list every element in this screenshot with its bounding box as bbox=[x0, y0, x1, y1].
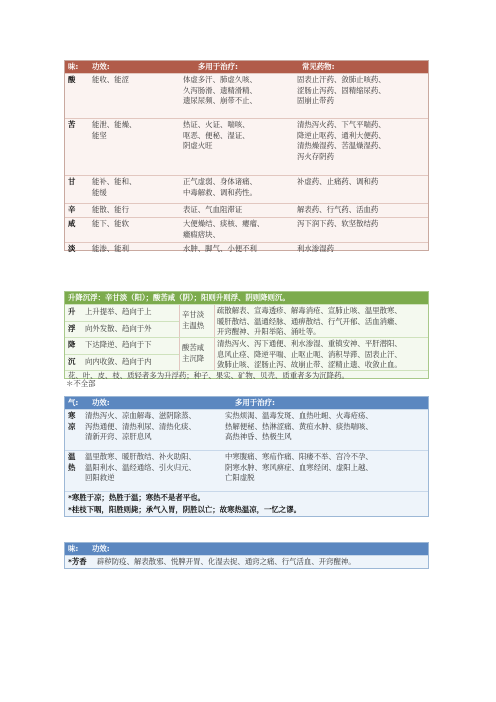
table-row: 甘 能补、能和、 能缓 正气虚弱、身体诸痛、 中毒解救、调和药性。 补虚药、止痛药、调和药 bbox=[65, 175, 428, 203]
nature-table-header: 气: 功效: 多用于治疗: bbox=[65, 397, 428, 409]
nature-table bbox=[64, 396, 429, 517]
aromatic-table-header: 味: 功效: bbox=[65, 543, 428, 555]
taste-table-header: 味: 功效: 多用于治疗: 常见药物: bbox=[65, 61, 428, 73]
table-row: 苦 能泄、能燥、 能坚 热证、火证、喘咳、 呕恶、便秘、湿证、 阴虚火旺 清热泻火药、下气平喘药、 降逆止呕药、通利大便药、 清热燥湿药、苦温燥湿药、 泻火存阴药 bbox=[65, 118, 428, 175]
table-row: 温 热 温里散寒、暖肝散结、补火助阳、 温阳利水、温经通络、引火归元、 回阳救逆 中寒腹痛、寒疝作痛、阳痿不举、宫冷不孕、 阴寒水肿、寒风痹症、血寒经闭、虚阳上越、 亡阳虚脱 bbox=[65, 450, 428, 491]
ascending-descending-table bbox=[64, 291, 429, 379]
table-row: *芳香 辟秽防疫、解表散邪、悦脾开胃、化湿去捉、通窍之痛、行气活血、开窍醒神。 bbox=[65, 555, 428, 569]
table-row: 升 上升提举、趋向于上 浮 向外发散、趋向于外 辛甘淡 主温热 疏散解表、宣毒透疹、解毒消疮、宣肺止咳、温里散寒、 暖肝散结、温通经脉、通痹散结、行气开郁、活血消癥、 开窍醒神、升阳举陷、涌吐等。 bbox=[65, 304, 428, 337]
table-row: 辛 能散、能行 表证、气血阻滞证 解表药、行气药、活血药 bbox=[65, 203, 428, 217]
notes-row: *寒胜于凉；热胜于温；寒热不是者平也。 *桂枝下咽，阳胜则毙；承气入胃，阴胜以亡；故寒热温凉，一忆之谬。 bbox=[65, 491, 428, 518]
ascending-descending-header: 升降沉浮：辛甘淡（阳）；酸苦咸（阴）；阳则升则浮、阴则降则沉。 bbox=[65, 292, 428, 304]
table-row: 咸 能下、能软 大便燥结、痰核、瘿瘤、 癥瘕痞块、 泻下润下药、软坚散结药 bbox=[65, 217, 428, 242]
table-row: 降 下达降逆、趋向于下 沉 向内收敛、趋向于内 酸苦咸 主沉降 清热泻火、泻下通便、利水渗湿、重镇安神、平肝潜阳、 息风止痉、降逆平喘、止呕止呃、消积导滞、固表止汗、 敛肺止咳、涩肠止泻、故崩止带、涩精止遗、收敛止血。 bbox=[65, 337, 428, 370]
taste-table bbox=[64, 60, 429, 251]
notes-row: 花、叶、皮、枝、质轻者多为升浮药；种子、果实、矿物、贝壳、质重者多为沉降药。 bbox=[65, 370, 428, 381]
table-row: 寒 凉 清热泻火、凉血解毒、滋阴除蒸、 泻热通便、清热利尿、清热化痰、 清新开窍、凉肝息风 实热烦渴、温毒发斑、血热吐衄、火毒疮疡、 热解便秘、热淋涩痛、黄疸水肿、痰热喘咳、 高热神昏、热极生风 bbox=[65, 409, 428, 450]
table-row: 淡 能渗、能利 水肿、脚气、小便不利 利水渗湿药 bbox=[65, 242, 428, 256]
table-row: 酸 能收、能涩 体虚多汗、肺虚久咳、 久泻肠滑、遗精滑精、 遗尿尿频、崩带不止、 固表止汗药、敛肺止咳药、 涩肠止泻药、固精缩尿药、 固崩止带药 bbox=[65, 73, 428, 118]
aromatic-table bbox=[64, 542, 429, 569]
footnote: ＊不全部 bbox=[66, 379, 96, 388]
